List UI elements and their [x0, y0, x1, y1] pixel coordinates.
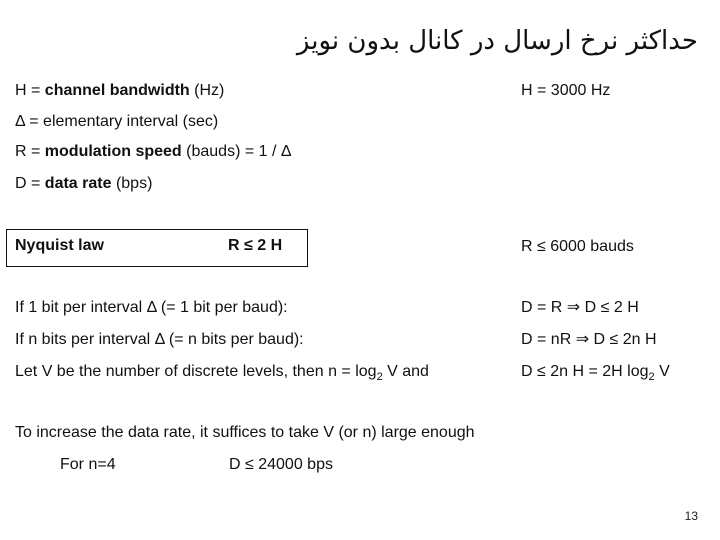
conclusion: To increase the data rate, it suffices to take V (or n) large enough — [15, 424, 475, 441]
case-one-bit: If 1 bit per interval Δ (= 1 bit per baud): — [15, 299, 288, 316]
definition-r-term: modulation speed — [44, 143, 182, 160]
definition-d — [15, 174, 152, 194]
definition-d-suffix: (bps) — [111, 175, 153, 192]
definition-r — [15, 142, 292, 162]
definition-r-suffix: (bauds) = 1 / Δ — [181, 143, 292, 160]
levels-right-a: D ≤ 2n H = 2H log — [521, 363, 649, 380]
definition-r-prefix: R = — [15, 143, 45, 160]
nyquist-box — [6, 229, 308, 267]
definition-d-prefix: D = — [15, 175, 45, 192]
levels-right-sub: 2 — [648, 371, 655, 383]
page-number: 13 — [684, 509, 698, 523]
definition-h — [15, 81, 224, 101]
case-one-bit-result: D = R ⇒ D ≤ 2 H — [521, 299, 639, 316]
definition-h-term: channel bandwidth — [44, 82, 190, 99]
levels-statement — [15, 362, 429, 383]
levels-left-a: Let V be the number of discrete levels, then n = log — [15, 363, 377, 380]
levels-right-b: V — [654, 363, 670, 380]
definition-h-prefix: H = — [15, 82, 45, 99]
definition-h-suffix: (Hz) — [189, 82, 225, 99]
nyquist-result: R ≤ 6000 bauds — [521, 238, 634, 255]
definition-delta-text: Δ = elementary interval (sec) — [15, 113, 219, 130]
case-n-bits-result: D = nR ⇒ D ≤ 2n H — [521, 331, 657, 348]
slide-title: حداکثر نرخ ارسال در کانال بدون نویز — [296, 26, 698, 56]
nyquist-label: Nyquist law — [15, 237, 104, 254]
example-value: D ≤ 24000 bps — [229, 456, 333, 473]
levels-left-b: V and — [382, 363, 429, 380]
h-value: H = 3000 Hz — [521, 82, 611, 99]
definition-d-term: data rate — [44, 175, 112, 192]
levels-result — [521, 362, 670, 383]
example-label: For n=4 — [60, 456, 116, 473]
nyquist-formula: R ≤ 2 H — [228, 237, 283, 254]
definition-delta — [15, 112, 218, 132]
case-n-bits: If n bits per interval Δ (= n bits per baud): — [15, 331, 304, 348]
levels-left-sub: 2 — [376, 371, 383, 383]
